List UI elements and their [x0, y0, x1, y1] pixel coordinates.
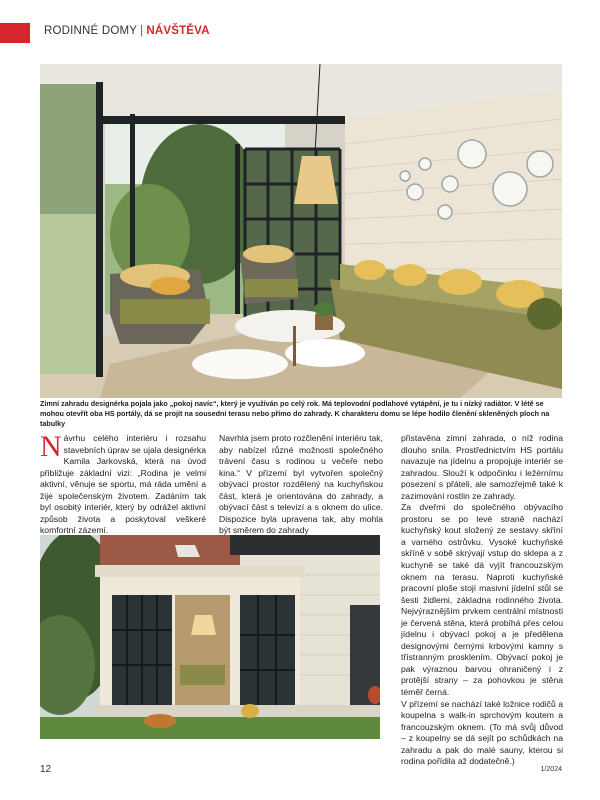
- header-separator: |: [140, 25, 144, 37]
- photo-caption: Zimní zahradu designérka pojala jako „pokoj navíc“, který je využíván po celý rok. Má teplovodní podlahové vytápění, je tu i nízký radiátor. V létě se mohou otevřít oba HS portály, dá se projít na sousední terasu nebo přímo do zahrady. K charakteru domu se lépe hodilo členění skleněných ploch na tabulky: [40, 399, 550, 428]
- column-1-text: ávrhu celého interiéru i rozsahu stavebních úprav se ujala designérka Kamila Jarkovská, která na úvod přibližuje základní vizi: „Rodina je velmi aktivní, věnuje se sportu, má ráda umění a žije společenským životem. Zadáním tak byl osobitý interiér, který by odrážel aktivní způsob života a poskytoval veškeré komfortní zázemí.: [40, 433, 206, 536]
- issue-number: 1/2024: [540, 766, 562, 773]
- article-column-1: [40, 430, 206, 537]
- article-column-3: [401, 433, 563, 768]
- subsection-name: NÁVŠTĚVA: [146, 25, 210, 37]
- column-3-paragraph-3: V přízemí se nachází také ložnice rodičů a koupelna s walk-in sprchovým koutem a francouzským oknem. (To má svůj důvod – z koupelny se dá sejít po schůdkách na zahradu a pak do malé sauny, kterou si rodina pořídila až dodatečně.): [401, 698, 563, 767]
- column-3-paragraph-1: přistavěna zimní zahrada, o níž rodina dlouho snila. Prostřednictvím HS portálu navazuje na jídelnu a propojuje interiér se zahradou. Slouží k odpočinku i ležérnímu posezení s přáteli, ale samozřejmě také k zazimování rostlin ze zahrady.: [401, 433, 563, 501]
- drop-cap: N: [40, 430, 62, 463]
- house-exterior-photo: [40, 535, 380, 739]
- column-3-paragraph-2: Za dveřmi do společného obývacího prostoru se po levé straně nachází kuchyňský kout složený ze sestavy skříní a varného ostrůvku. Vysoké kuchyňské skříně v sobě skrývají vstup do sklepa a z kuchyně se také dá vyjít francouzským oknem na terasu. Naproti kuchyňské pracovní ploše stojí masivní jídelní stůl se šesti židlemi, základna rodinného života. Nejvýraznějším prvkem centrální místnosti je červená stěna, která probíhá přes celou jídelnu i obývací pokoj a je předělena designovými černými krbovými kamny s třístranným prosklením. Obývací pokoj je pak výraznou barvou ohraničený i z protější strany – za pohovkou je stěna téměř černá.: [401, 502, 563, 698]
- article-column-2: [219, 433, 383, 537]
- page-number: 12: [40, 764, 52, 775]
- section-name: RODINNÉ DOMY: [44, 25, 138, 37]
- section-header: [44, 25, 210, 37]
- winter-garden-photo: [40, 64, 562, 398]
- section-color-bar: [0, 23, 30, 43]
- column-2-text: Navrhla jsem proto rozčlenění interiéru tak, aby nabízel různé možnosti společného trávení času s rodinou u večeře nebo kina.“ V přízemí byl vytvořen společný obývací prostor rozdělený na kuchyňskou část, která je orientována do zahrady, a obývací část s televizí a s oknem do ulice. Dispozice byla upravena tak, aby mohla být směrem do zahrady: [219, 433, 383, 536]
